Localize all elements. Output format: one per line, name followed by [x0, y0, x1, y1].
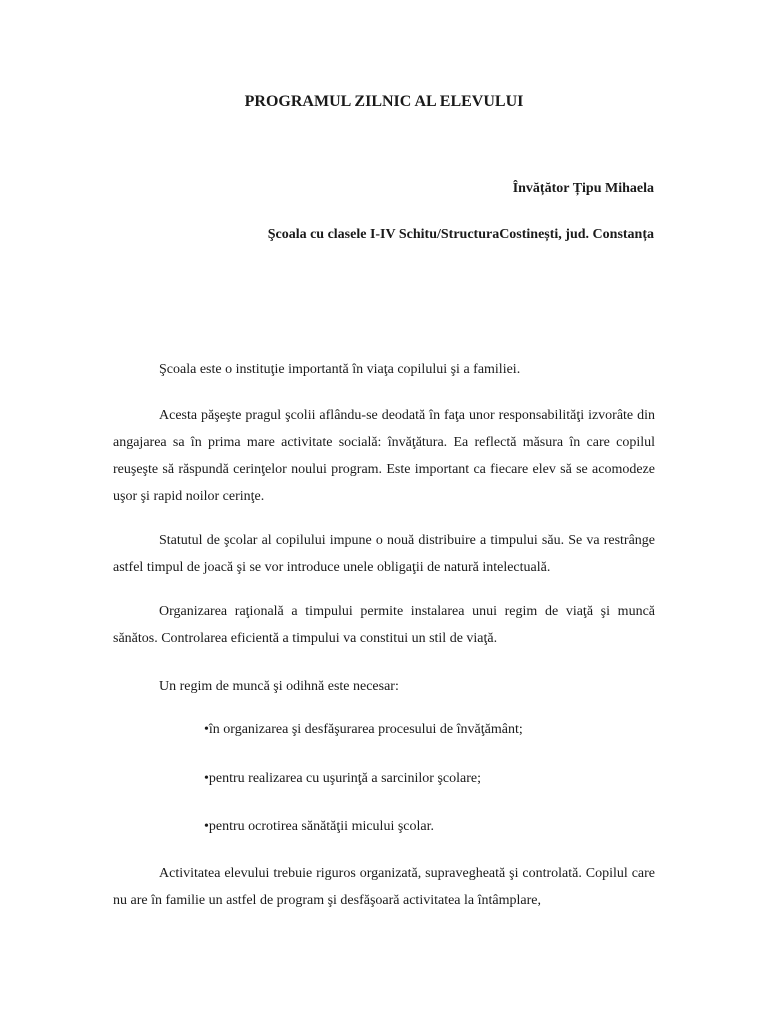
list-item	[204, 720, 523, 740]
list-item-text: pentru ocrotirea sănătăţii micului şcolar.	[208, 819, 434, 834]
author-name: Învățător Țipu Mihaela	[512, 181, 654, 196]
paragraph-closing: Activitatea elevului trebuie riguros organizată, supravegheată şi controlată. Copilul care nu are în familie un astfel de program şi desfăşoară activitatea la întâmplare,	[113, 866, 655, 908]
list-item-text: pentru realizarea cu uşurinţă a sarcinilor şcolare;	[208, 771, 481, 786]
list-item	[204, 769, 481, 789]
bullet-icon: •	[204, 819, 209, 834]
bullet-icon: •	[204, 771, 209, 786]
bullet-icon: •	[204, 722, 209, 737]
paragraph-regime-intro: Un regim de muncă şi odihnă este necesar:	[159, 679, 399, 694]
school-affiliation: Şcoala cu clasele I-IV Schitu/StructuraCostinești, jud. Constanța	[267, 227, 654, 242]
document-title: PROGRAMUL ZILNIC AL ELEVULUI	[244, 93, 524, 110]
paragraph-intro: Şcoala este o instituţie importantă în viaţa copilului şi a familiei.	[159, 362, 521, 377]
list-item-text: în organizarea şi desfăşurarea procesului de învăţământ;	[208, 722, 523, 737]
paragraph-responsibilities: Acesta păşeşte pragul şcolii aflându-se deodată în faţa unor responsabilităţi izvorâte din angajarea sa în prima mare activitate socială: învăţătura. Ea reflectă măsura în care copilul reuşeşte să răspundă cerinţelor noului program. Este important ca fiecare elev să se acomodeze uşor şi rapid noilor cerinţe.	[113, 408, 655, 504]
paragraph-time-organization: Organizarea raţională a timpului permite instalarea unui regim de viaţă şi muncă sănătos. Controlarea eficientă a timpului va constitui un stil de viaţă.	[113, 604, 655, 646]
paragraph-school-status: Statutul de şcolar al copilului impune o nouă distribuire a timpului său. Se va restrânge astfel timpul de joacă şi se vor introduce unele obligaţii de natură intelectuală.	[113, 533, 655, 575]
list-item	[204, 817, 434, 837]
